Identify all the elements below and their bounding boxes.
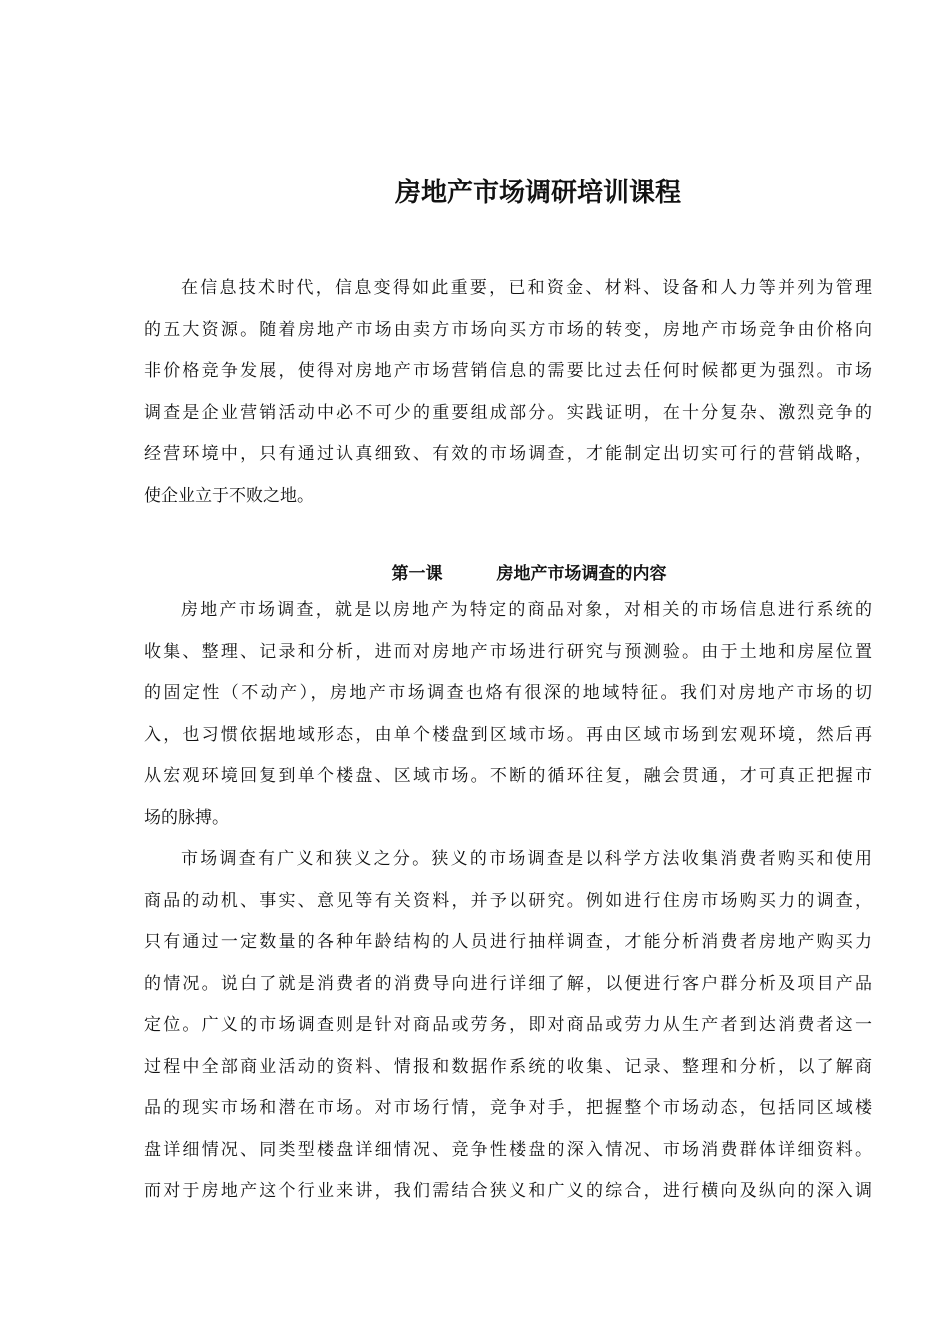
paragraph-1 (144, 590, 872, 839)
intro-line: 使企业立于不败之地。 (144, 485, 314, 506)
paragraph-line: 盘详细情况、同类型楼盘详细情况、竞争性楼盘的深入情况、市场消费群体详细资料。 (144, 1139, 872, 1160)
intro-line: 调查是企业营销活动中必不可少的重要组成部分。实践证明，在十分复杂、激烈竞争的 (144, 402, 872, 423)
document-title: 房地产市场调研培训课程 (394, 178, 681, 208)
paragraph-line: 收集、整理、记录和分析，进而对房地产市场进行研究与预测验。由于土地和房屋位置 (144, 641, 872, 662)
paragraph-2 (144, 839, 872, 1213)
lesson-title: 房地产市场调查的内容 (496, 564, 667, 584)
paragraph-line: 场的脉搏。 (144, 807, 229, 828)
lesson-number: 第一课 (391, 564, 443, 584)
paragraph-line: 品的现实市场和潜在市场。对市场行情，竞争对手，把握整个市场动态，包括同区域楼 (144, 1098, 872, 1118)
paragraph-line: 市场调查有广义和狭义之分。狭义的市场调查是以科学方法收集消费者购买和使用 (181, 849, 872, 869)
paragraph-line: 从宏观环境回复到单个楼盘、区域市场。不断的循环往复，融会贯通，才可真正把握市 (144, 766, 872, 786)
paragraph-line: 的固定性（不动产），房地产市场调查也烙有很深的地域特征。我们对房地产市场的切 (144, 683, 872, 703)
intro-line: 经营环境中，只有通过认真细致、有效的市场调查，才能制定出切实可行的营销战略， (144, 444, 872, 464)
paragraph-line: 只有通过一定数量的各种年龄结构的人员进行抽样调查，才能分析消费者房地产购买力 (144, 932, 872, 952)
paragraph-line: 的情况。说白了就是消费者的消费导向进行详细了解，以便进行客户群分析及项目产品 (144, 973, 872, 994)
paragraph-line: 商品的动机、事实、意见等有关资料，并予以研究。例如进行住房市场购买力的调查， (144, 890, 872, 911)
paragraph-line: 而对于房地产这个行业来讲，我们需结合狭义和广义的综合，进行横向及纵向的深入调 (144, 1181, 872, 1201)
paragraph-line: 过程中全部商业活动的资料、情报和数据作系统的收集、记录、整理和分析，以了解商 (144, 1056, 872, 1077)
paragraph-line: 房地产市场调查，就是以房地产为特定的商品对象，对相关的市场信息进行系统的 (181, 600, 872, 620)
paragraph-line: 定位。广义的市场调查则是针对商品或劳务，即对商品或劳力从生产者到达消费者这一 (144, 1015, 872, 1035)
intro-line: 在信息技术时代，信息变得如此重要，已和资金、材料、设备和人力等并列为管理 (181, 278, 872, 298)
lesson-heading (0, 557, 950, 591)
intro-line: 的五大资源。随着房地产市场由卖方市场向买方市场的转变，房地产市场竞争由价格向 (144, 319, 872, 340)
intro-line: 非价格竞争发展，使得对房地产市场营销信息的需要比过去任何时候都更为强烈。市场 (144, 361, 872, 381)
intro-paragraph (144, 268, 872, 517)
paragraph-line: 入，也习惯依据地域形态，由单个楼盘到区域市场。再由区域市场到宏观环境，然后再 (144, 724, 872, 745)
